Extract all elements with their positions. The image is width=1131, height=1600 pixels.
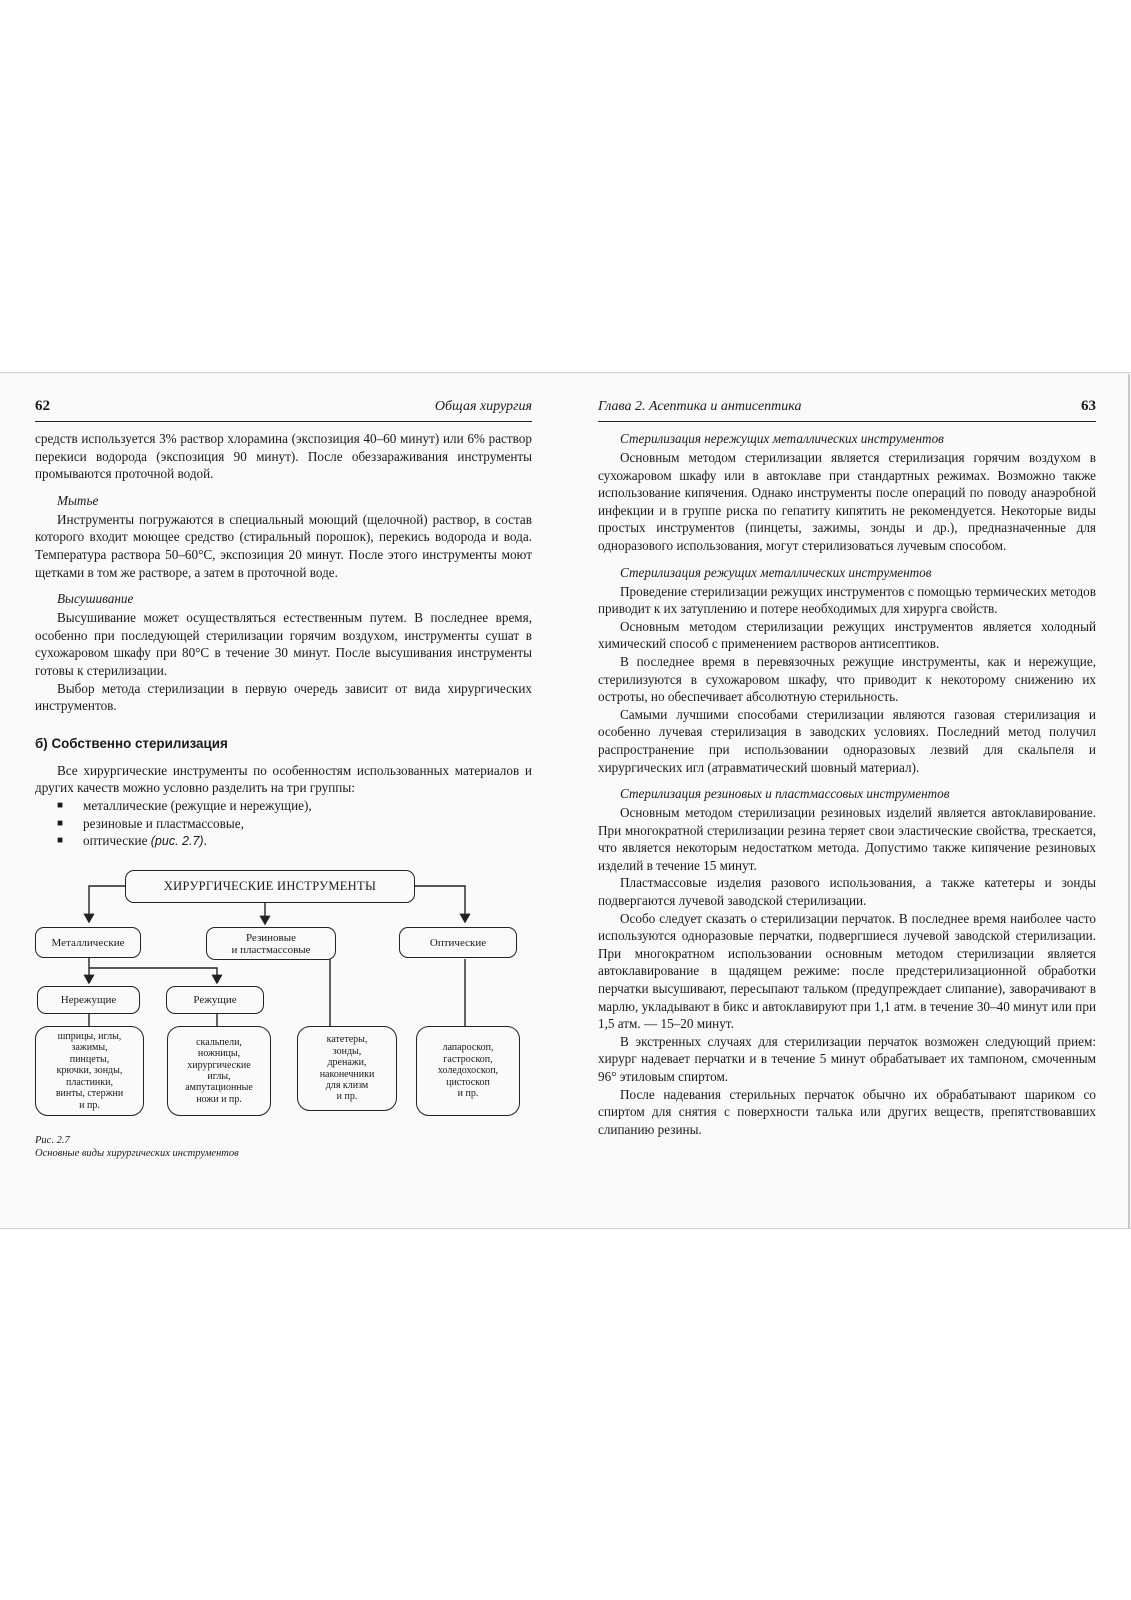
diagram-list-cutting: скальпели, ножницы, хирургические иглы, ампутационные ножи и пр. — [167, 1026, 271, 1116]
instrument-types-diagram — [33, 866, 533, 1126]
figure-caption-text: Основные виды хирургических инструментов — [35, 1148, 239, 1159]
diagram-node-noncutting: Нережущие — [37, 986, 140, 1014]
rubber-heading: Стерилизация резиновых и пластмассовых инструментов — [620, 786, 950, 802]
rubber-paragraph-3: Особо следует сказать о стерилизации перчаток. В последнее время наиболее часто используются одноразовые перчатки, подвергшиеся лучевой заводской стерилизации. При многократном использовании основным методом стерилизации является автоклавирование в щадящем режиме: после предстерилизационной обработки перчатки высушивают, пересыпают тальком (предупреждает слипание), заворачивают в марлю, укладывают в бикс и автоклавируют при 1,1 атм. в течение 30–40 минут или при 1,5 атм. — 15–20 минут. — [598, 910, 1096, 1032]
drying-paragraph: Высушивание может осуществляться естественным путем. В последнее время, особенно при последующей стерилизации горячим воздухом, инструменты сушат в сухожаровом шкафу при 80°С в течение 30 минут. После высушивания инструменты готовы к стерилизации. — [35, 610, 532, 678]
rubber-paragraph-1: Основным методом стерилизации резиновых изделий является автоклавирование. При многократной стерилизации резина теряет свои эластические свойства, трескается, что является некоторым недостатком метода. Допустимо также кипячение резиновых изделий в течение 15 минут. — [598, 805, 1096, 873]
left-running-head — [35, 398, 532, 422]
left-intro-paragraph: средств используется 3% раствор хлорамина (экспозиция 40–60 минут) или 6% раствор перекиси водорода (экспозиция 90 минут). После обеззараживания инструменты промываются проточной водой. — [35, 431, 532, 482]
rubber-paragraph-4: В экстренных случаях для стерилизации перчаток возможен следующий прием: хирург надевает перчатки и в течение 5 минут обрабатывает их тампоном, смоченным 96° этиловым спиртом. — [598, 1033, 1096, 1084]
right-running-head — [598, 398, 1096, 422]
right-running-title: Глава 2. Асептика и антисептика — [598, 399, 802, 414]
right-page-number: 63 — [1081, 398, 1096, 414]
figure-number: Рис. 2.7 — [35, 1135, 70, 1146]
diagram-list-rubber: катетеры, зонды, дренажи, наконечники для клизм и пр. — [297, 1026, 397, 1111]
washing-heading: Мытье — [57, 492, 99, 508]
connector-root-metal — [89, 886, 125, 922]
cutting-paragraph-4: Самыми лучшими способами стерилизации являются газовая стерилизация и особенно лучевая стерилизация в заводских условиях. Последний метод получил распространение при использовании одноразовых лезвий для скальпеля и хирургических игл (атравматический шовный материал). — [598, 706, 1096, 775]
cutting-paragraph-3: В последнее время в перевязочных режущие инструменты, как и нережущие, стерилизуются в сухожаровом шкафу, что приводит к некоторому снижению их остроты, но обеспечивает абсолютную стерильность. — [598, 653, 1096, 705]
right-page — [598, 398, 1096, 1138]
diagram-list-noncutting: шприцы, иглы, зажимы, пинцеты, крючки, зонды, пластинки, винты, стержни и пр. — [35, 1026, 144, 1116]
list-item: ■ оптические (рис. 2.7). — [57, 833, 207, 849]
washing-paragraph: Инструменты погружаются в специальный моющий (щелочной) раствор, в состав которого входит моющее средство (стиральный порошок), перекись водорода и вода. Температура раствора 50–60°С, экспозиция 20 минут. После этого инструменты моют щетками в том же растворе, а затем в проточной воде. — [35, 511, 532, 580]
diagram-list-optic: лапароскоп, гастроскоп, холедохоскоп, цистоскоп и пр. — [416, 1026, 520, 1116]
connector-metal-cut — [89, 968, 217, 983]
diagram-node-rubber: Резиновые и пластмассовые — [206, 927, 336, 960]
diagram-root-node: ХИРУРГИЧЕСКИЕ ИНСТРУМЕНТЫ — [125, 870, 415, 903]
diagram-node-optic: Оптические — [399, 927, 517, 958]
cutting-heading: Стерилизация режущих металлических инструментов — [620, 564, 932, 580]
bullet-icon: ■ — [57, 835, 64, 847]
instrument-groups-list — [35, 797, 532, 851]
bullet-icon: ■ — [57, 817, 64, 829]
scan-edge-bottom — [0, 1228, 1131, 1229]
diagram-node-cutting: Режущие — [166, 986, 264, 1014]
left-page-number: 62 — [35, 398, 50, 414]
left-running-title: Общая хирургия — [434, 399, 532, 414]
noncutting-heading: Стерилизация нережущих металлических инструментов — [620, 431, 944, 446]
list-item: ■ металлические (режущие и нережущие), — [57, 797, 312, 813]
list-item: ■ резиновые и пластмассовые, — [57, 815, 244, 831]
groups-intro-paragraph: Все хирургические инструменты по особенностям использованных материалов и других качеств можно условно разделить на три группы: — [35, 762, 532, 796]
method-choice-paragraph: Выбор метода стерилизации в первую очередь зависит от вида хирургических инструментов. — [35, 680, 532, 714]
rubber-paragraph-5: После надевания стерильных перчаток обычно их обрабатывают шариком со спиртом для снятия с поверхности талька или других веществ, препятствовавших слипанию резины. — [598, 1086, 1096, 1137]
scan-edge-top — [0, 372, 1131, 373]
left-page — [35, 398, 532, 851]
drying-heading: Высушивание — [57, 591, 134, 607]
rubber-paragraph-2: Пластмассовые изделия разового использования, а также катетеры и зонды подвергаются лучевой заводской стерилизации. — [598, 875, 1096, 909]
noncutting-paragraph: Основным методом стерилизации является стерилизация горячим воздухом в сухожаровом шкафу или в автоклаве при стандартных режимах. Возможно также использование кипячения. Однако инструменты после операций по поводу анаэробной инфекции и в группе риска по гепатиту кипятить не рекомендуется. Некоторые виды простых инструментов (пинцеты, зажимы, зонды и др.), предназначенные для одноразового использования, могут стерилизоваться лучевым способом. — [598, 450, 1096, 553]
scan-edge-right — [1128, 374, 1130, 1228]
section-heading-sterilization: б) Собственно стерилизация — [35, 735, 228, 751]
figure-caption — [35, 1134, 415, 1160]
bullet-icon: ■ — [57, 799, 64, 811]
cutting-paragraph-1: Проведение стерилизации режущих инструментов с помощью термических методов приводит к их затуплению и потере необходимых для хирурга свойств. — [598, 583, 1096, 617]
figure-reference: (рис. 2.7) — [150, 834, 204, 849]
connector-root-optic — [415, 886, 465, 922]
diagram-node-metal: Металлические — [35, 927, 141, 958]
cutting-paragraph-2: Основным методом стерилизации режущих инструментов является холодный химический способ с применением растворов антисептиков. — [598, 618, 1096, 652]
